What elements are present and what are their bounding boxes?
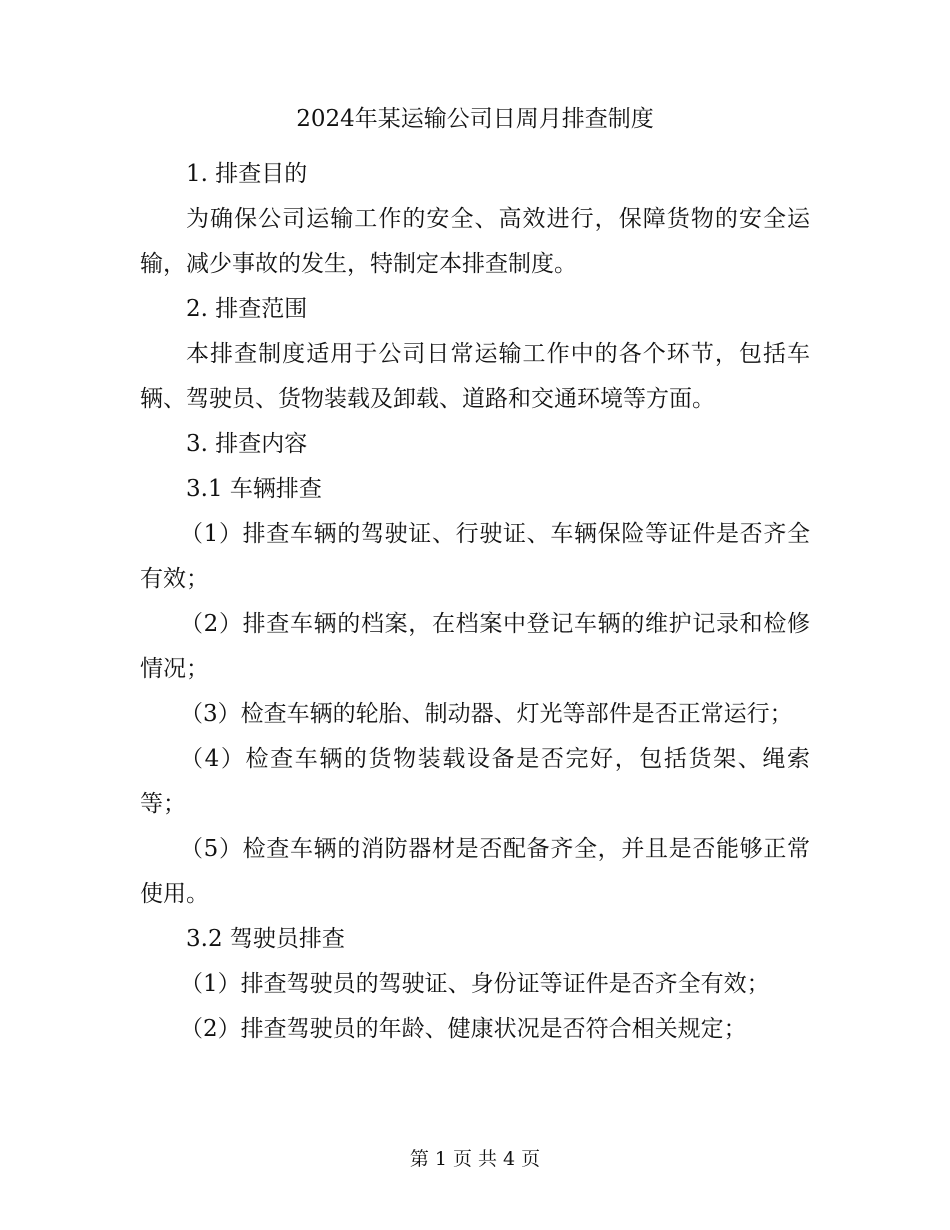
list-item: （4）检查车辆的货物装载设备是否完好，包括货架、绳索等； — [140, 746, 810, 817]
list-item: （1）排查车辆的驾驶证、行驶证、车辆保险等证件是否齐全有效； — [140, 521, 810, 592]
document-title: 2024年某运输公司日周月排查制度 — [296, 106, 654, 132]
list-item: （5）检查车辆的消防器材是否配备齐全，并且是否能够正常使用。 — [140, 836, 810, 907]
list-item: （3）检查车辆的轮胎、制动器、灯光等部件是否正常运行； — [180, 701, 793, 727]
section-heading-content: 3. 排查内容 — [186, 431, 308, 457]
paragraph-purpose: 为确保公司运输工作的安全、高效进行，保障货物的安全运输，减少事故的发生，特制定本排查制度。 — [140, 206, 810, 277]
list-item: （2）排查车辆的档案，在档案中登记车辆的维护记录和检修情况； — [140, 611, 810, 682]
subsection-heading-driver: 3.2 驾驶员排查 — [186, 926, 345, 952]
document-body — [140, 152, 810, 1052]
list-item: （1）排查驾驶员的驾驶证、身份证等证件是否齐全有效； — [180, 971, 770, 997]
page-number-footer: 第 1 页 共 4 页 — [409, 1148, 541, 1170]
section-heading-purpose: 1. 排查目的 — [186, 161, 308, 187]
paragraph-scope: 本排查制度适用于公司日常运输工作中的各个环节，包括车辆、驾驶员、货物装载及卸载、道路和交通环境等方面。 — [140, 341, 810, 412]
list-item: （2）排查驾驶员的年龄、健康状况是否符合相关规定； — [180, 1016, 747, 1042]
subsection-heading-vehicle: 3.1 车辆排查 — [186, 476, 322, 502]
section-heading-scope: 2. 排查范围 — [186, 296, 308, 322]
